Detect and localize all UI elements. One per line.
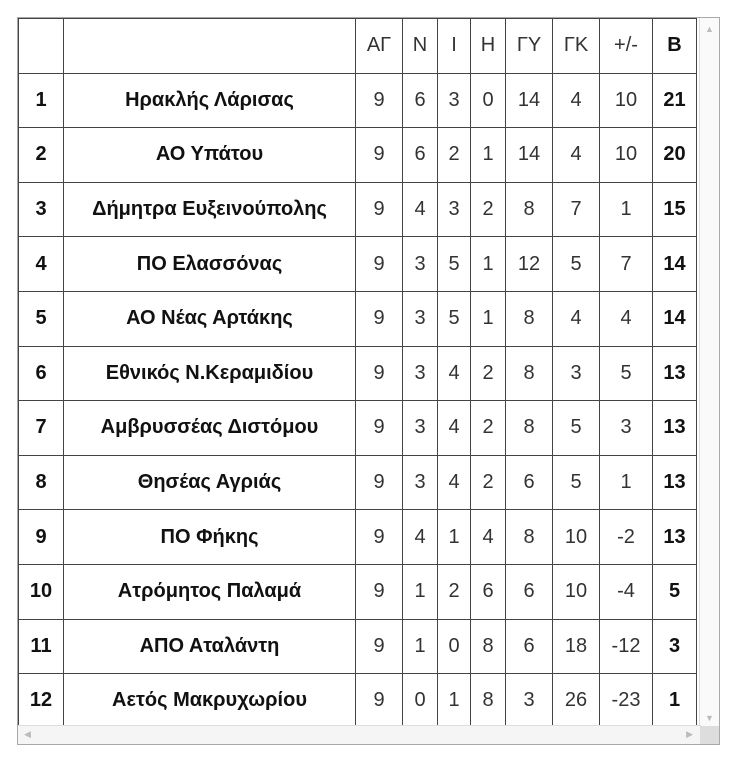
- cell-played: 9: [356, 619, 403, 674]
- cell-goals-against: 5: [553, 401, 600, 456]
- header-draws: Ι: [438, 19, 471, 74]
- cell-losses: 0: [471, 73, 506, 128]
- cell-points: 13: [653, 401, 697, 456]
- cell-points: 5: [653, 564, 697, 619]
- cell-wins: 3: [403, 346, 438, 401]
- cell-position: 5: [19, 291, 64, 346]
- cell-position: 8: [19, 455, 64, 510]
- cell-goals-for: 8: [506, 401, 553, 456]
- header-row: [19, 19, 697, 74]
- table-row: [19, 510, 697, 565]
- cell-goals-against: 10: [553, 510, 600, 565]
- cell-team: Αετός Μακρυχωρίου: [64, 674, 356, 729]
- cell-goals-for: 8: [506, 182, 553, 237]
- cell-wins: 1: [403, 564, 438, 619]
- cell-team: ΑΟ Νέας Αρτάκης: [64, 291, 356, 346]
- cell-points: 1: [653, 674, 697, 729]
- cell-position: 1: [19, 73, 64, 128]
- cell-goals-against: 4: [553, 291, 600, 346]
- cell-position: 10: [19, 564, 64, 619]
- cell-goal-difference: 4: [600, 291, 653, 346]
- header-goals-for: ΓΥ: [506, 19, 553, 74]
- header-position: [19, 19, 64, 74]
- cell-goals-for: 12: [506, 237, 553, 292]
- cell-goal-difference: 1: [600, 455, 653, 510]
- cell-losses: 2: [471, 346, 506, 401]
- cell-draws: 4: [438, 346, 471, 401]
- cell-goals-against: 4: [553, 73, 600, 128]
- cell-team: ΠΟ Ελασσόνας: [64, 237, 356, 292]
- cell-losses: 2: [471, 182, 506, 237]
- cell-draws: 2: [438, 564, 471, 619]
- cell-goal-difference: -23: [600, 674, 653, 729]
- cell-draws: 5: [438, 291, 471, 346]
- cell-goals-for: 6: [506, 564, 553, 619]
- cell-points: 14: [653, 291, 697, 346]
- cell-goals-against: 5: [553, 237, 600, 292]
- table-row: [19, 73, 697, 128]
- cell-position: 2: [19, 128, 64, 183]
- cell-draws: 5: [438, 237, 471, 292]
- scroll-right-icon[interactable]: ▶: [686, 729, 693, 739]
- cell-team: ΑΠΟ Αταλάντη: [64, 619, 356, 674]
- cell-team: Δήμητρα Ευξεινούπολης: [64, 182, 356, 237]
- cell-wins: 3: [403, 237, 438, 292]
- cell-wins: 1: [403, 619, 438, 674]
- cell-goals-against: 3: [553, 346, 600, 401]
- cell-points: 3: [653, 619, 697, 674]
- cell-losses: 1: [471, 237, 506, 292]
- cell-losses: 8: [471, 674, 506, 729]
- scroll-up-icon[interactable]: ▲: [705, 24, 714, 34]
- cell-goals-against: 7: [553, 182, 600, 237]
- cell-goal-difference: -4: [600, 564, 653, 619]
- cell-wins: 6: [403, 128, 438, 183]
- cell-played: 9: [356, 291, 403, 346]
- standings-table-frame: [17, 17, 720, 745]
- cell-team: Θησέας Αγριάς: [64, 455, 356, 510]
- cell-goals-for: 3: [506, 674, 553, 729]
- cell-losses: 2: [471, 401, 506, 456]
- horizontal-scrollbar[interactable]: [18, 725, 701, 744]
- cell-draws: 4: [438, 401, 471, 456]
- cell-points: 20: [653, 128, 697, 183]
- cell-team: Ηρακλής Λάρισας: [64, 73, 356, 128]
- cell-points: 15: [653, 182, 697, 237]
- table-row: [19, 401, 697, 456]
- cell-played: 9: [356, 237, 403, 292]
- table-row: [19, 619, 697, 674]
- cell-losses: 1: [471, 128, 506, 183]
- cell-goal-difference: 7: [600, 237, 653, 292]
- cell-losses: 2: [471, 455, 506, 510]
- header-team: [64, 19, 356, 74]
- header-played: ΑΓ: [356, 19, 403, 74]
- cell-goal-difference: 1: [600, 182, 653, 237]
- cell-draws: 4: [438, 455, 471, 510]
- cell-draws: 1: [438, 510, 471, 565]
- cell-team: ΑΟ Υπάτου: [64, 128, 356, 183]
- cell-played: 9: [356, 128, 403, 183]
- cell-wins: 3: [403, 455, 438, 510]
- cell-goals-for: 6: [506, 619, 553, 674]
- cell-goal-difference: 5: [600, 346, 653, 401]
- cell-goals-against: 26: [553, 674, 600, 729]
- scroll-left-icon[interactable]: ◀: [24, 729, 31, 739]
- cell-goal-difference: -2: [600, 510, 653, 565]
- table-row: [19, 674, 697, 729]
- cell-draws: 3: [438, 73, 471, 128]
- cell-goals-against: 4: [553, 128, 600, 183]
- standings-table: [18, 18, 697, 729]
- table-row: [19, 237, 697, 292]
- cell-played: 9: [356, 401, 403, 456]
- cell-goals-against: 10: [553, 564, 600, 619]
- scroll-down-icon[interactable]: ▼: [705, 713, 714, 723]
- cell-draws: 2: [438, 128, 471, 183]
- cell-wins: 3: [403, 401, 438, 456]
- header-goals-against: ΓΚ: [553, 19, 600, 74]
- header-goal-difference: +/-: [600, 19, 653, 74]
- cell-wins: 4: [403, 510, 438, 565]
- cell-goal-difference: 10: [600, 73, 653, 128]
- cell-goals-for: 8: [506, 510, 553, 565]
- table-row: [19, 346, 697, 401]
- cell-wins: 3: [403, 291, 438, 346]
- cell-draws: 0: [438, 619, 471, 674]
- table-row: [19, 182, 697, 237]
- table-row: [19, 455, 697, 510]
- cell-played: 9: [356, 510, 403, 565]
- cell-team: Εθνικός Ν.Κεραμιδίου: [64, 346, 356, 401]
- scrollbar-corner: [700, 726, 719, 744]
- table-row: [19, 564, 697, 619]
- cell-position: 7: [19, 401, 64, 456]
- cell-draws: 3: [438, 182, 471, 237]
- cell-position: 9: [19, 510, 64, 565]
- cell-played: 9: [356, 346, 403, 401]
- cell-played: 9: [356, 564, 403, 619]
- cell-goals-against: 18: [553, 619, 600, 674]
- cell-position: 6: [19, 346, 64, 401]
- cell-losses: 4: [471, 510, 506, 565]
- cell-team: Ατρόμητος Παλαμά: [64, 564, 356, 619]
- cell-goal-difference: 3: [600, 401, 653, 456]
- cell-played: 9: [356, 455, 403, 510]
- cell-played: 9: [356, 674, 403, 729]
- cell-draws: 1: [438, 674, 471, 729]
- cell-position: 12: [19, 674, 64, 729]
- cell-losses: 6: [471, 564, 506, 619]
- table-row: [19, 128, 697, 183]
- cell-goals-for: 8: [506, 291, 553, 346]
- cell-losses: 1: [471, 291, 506, 346]
- cell-goals-against: 5: [553, 455, 600, 510]
- cell-points: 13: [653, 510, 697, 565]
- header-points: Β: [653, 19, 697, 74]
- cell-wins: 4: [403, 182, 438, 237]
- header-losses: Η: [471, 19, 506, 74]
- cell-goal-difference: -12: [600, 619, 653, 674]
- cell-played: 9: [356, 73, 403, 128]
- cell-points: 14: [653, 237, 697, 292]
- cell-wins: 0: [403, 674, 438, 729]
- cell-goal-difference: 10: [600, 128, 653, 183]
- cell-points: 21: [653, 73, 697, 128]
- cell-goals-for: 14: [506, 73, 553, 128]
- cell-losses: 8: [471, 619, 506, 674]
- cell-points: 13: [653, 455, 697, 510]
- cell-position: 4: [19, 237, 64, 292]
- vertical-scrollbar[interactable]: [699, 18, 719, 727]
- cell-position: 11: [19, 619, 64, 674]
- cell-goals-for: 14: [506, 128, 553, 183]
- cell-played: 9: [356, 182, 403, 237]
- cell-points: 13: [653, 346, 697, 401]
- cell-goals-for: 6: [506, 455, 553, 510]
- cell-team: ΠΟ Φήκης: [64, 510, 356, 565]
- cell-wins: 6: [403, 73, 438, 128]
- cell-team: Αμβρυσσέας Διστόμου: [64, 401, 356, 456]
- table-row: [19, 291, 697, 346]
- cell-position: 3: [19, 182, 64, 237]
- header-wins: Ν: [403, 19, 438, 74]
- cell-goals-for: 8: [506, 346, 553, 401]
